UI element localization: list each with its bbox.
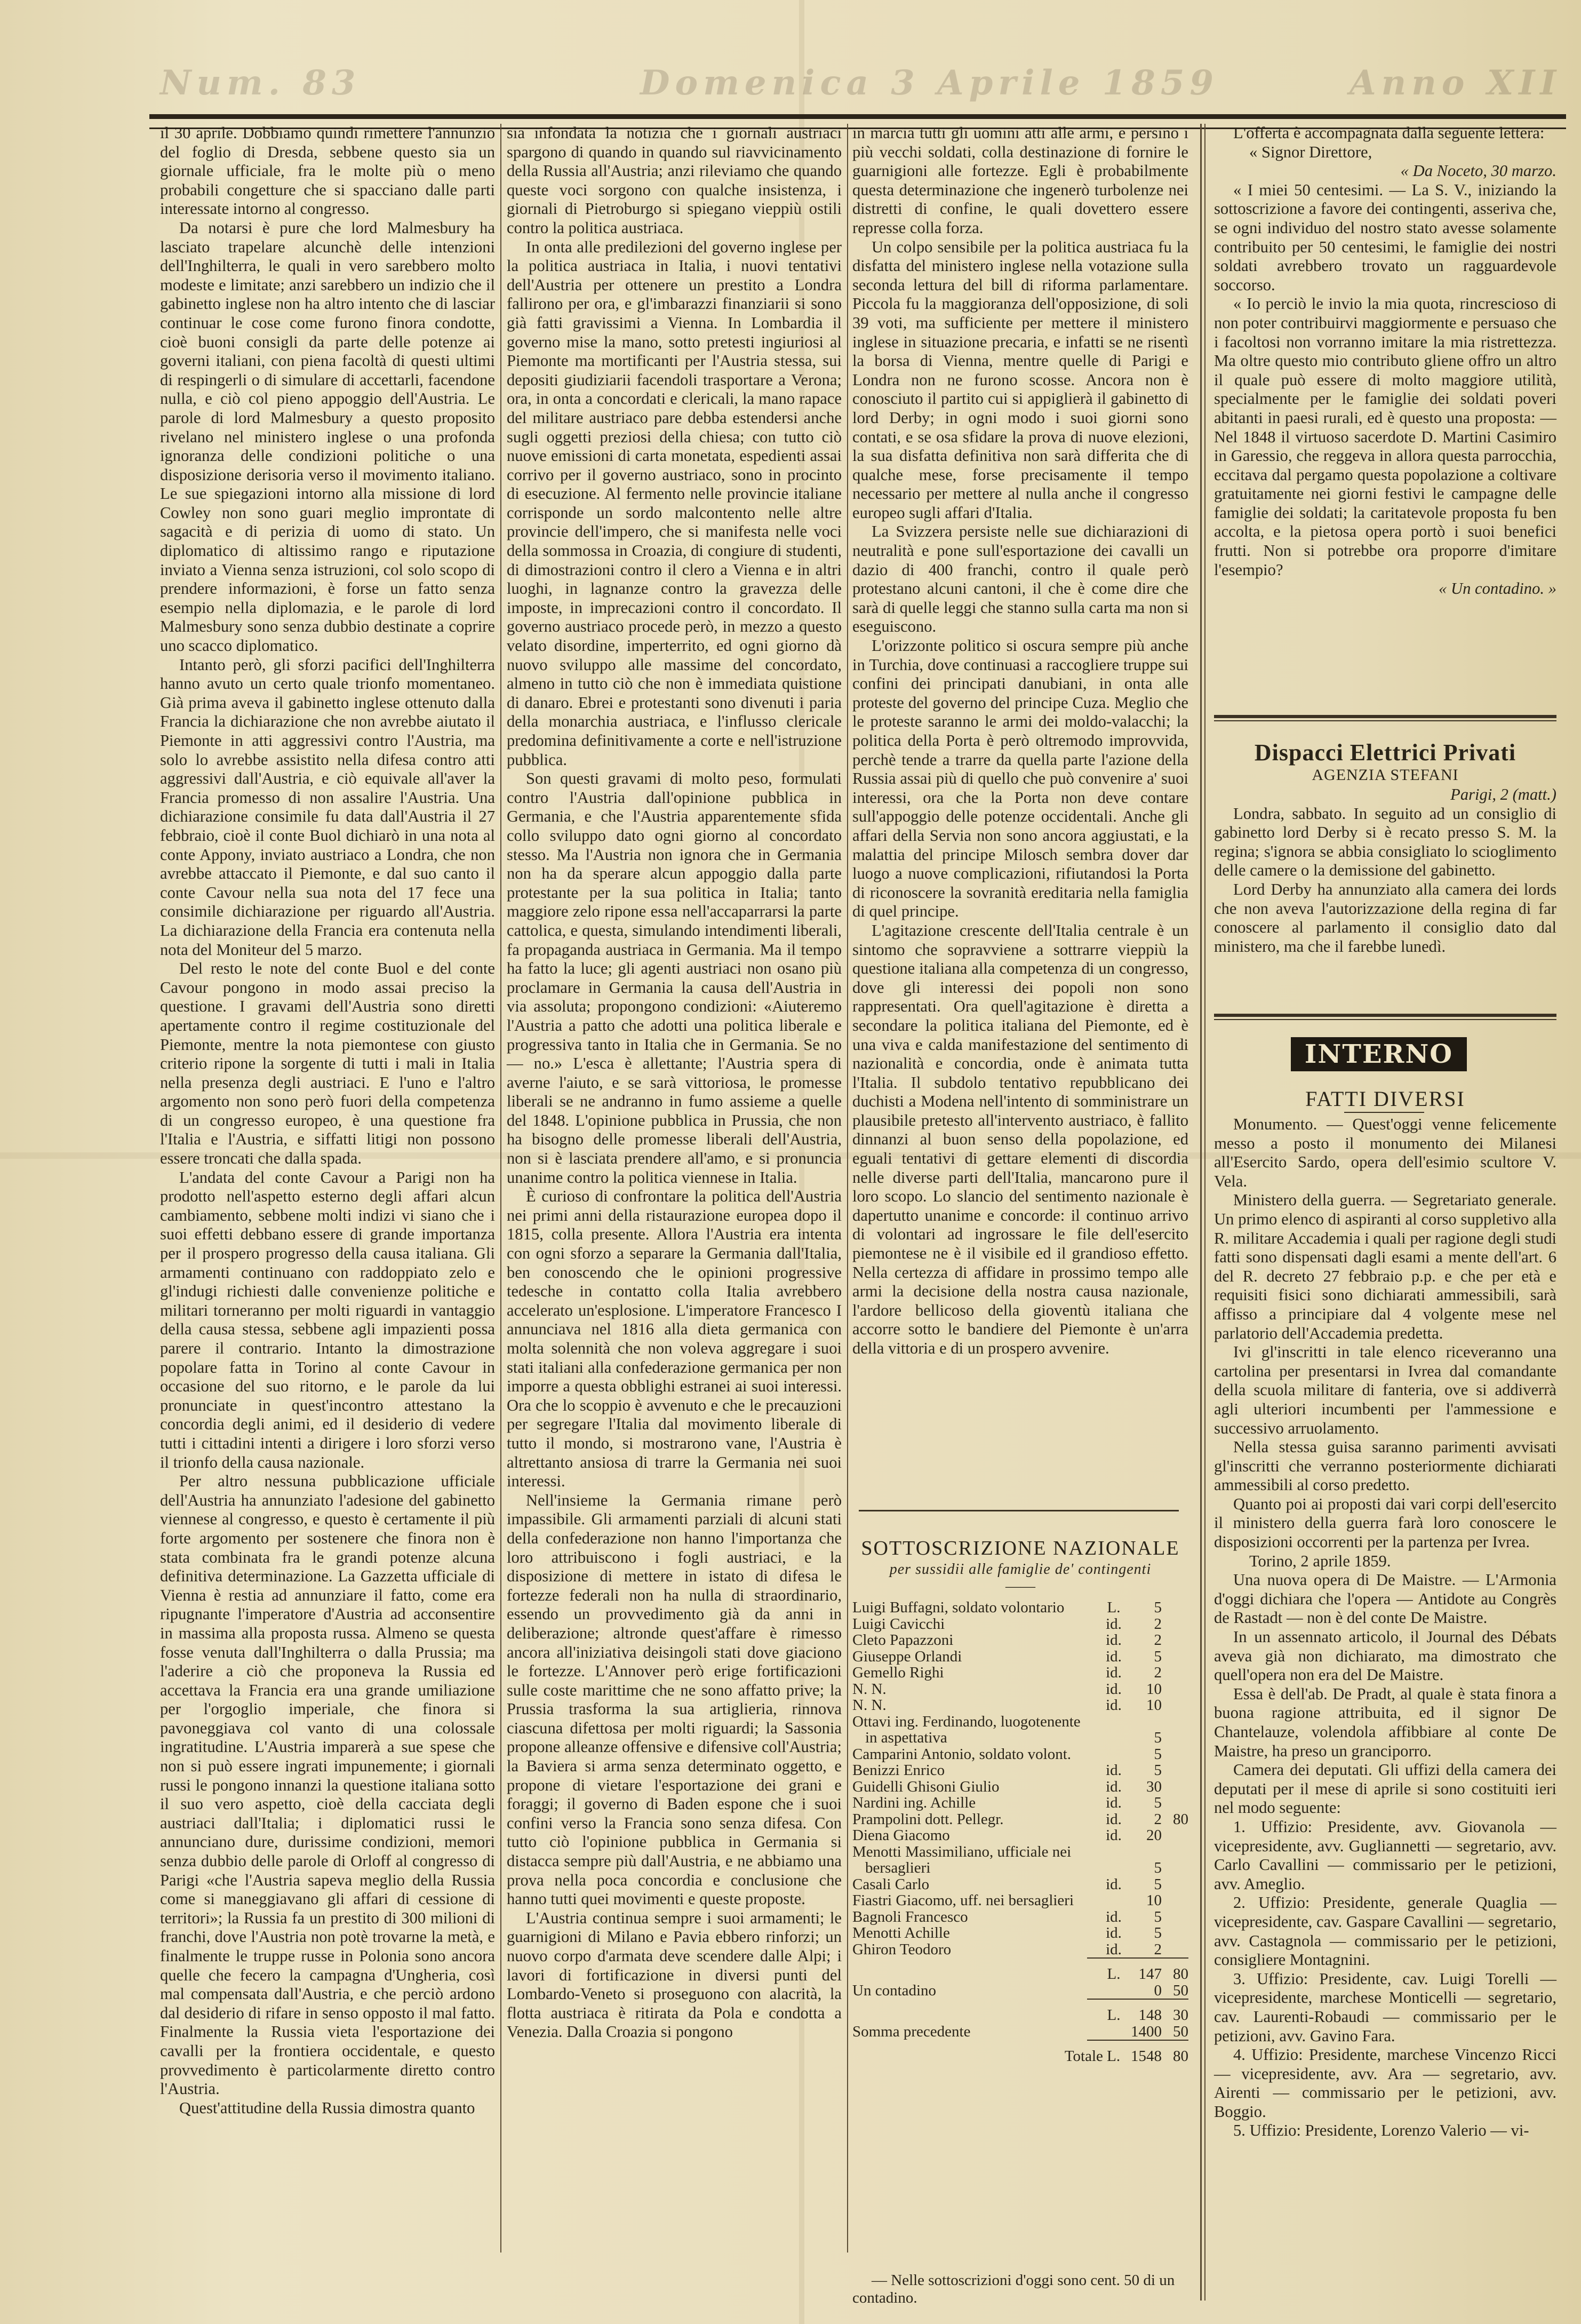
list-cell-c bbox=[1162, 1714, 1188, 1730]
list-cell-a: 1400 bbox=[1131, 2023, 1162, 2040]
list-cell-l: id. bbox=[1106, 1615, 1122, 1633]
list-cell-l bbox=[1103, 1892, 1124, 1909]
list-cell-l bbox=[1103, 2024, 1124, 2040]
list-cell-l: L. bbox=[1107, 1965, 1121, 1983]
column-3 bbox=[852, 124, 1188, 1490]
list-cell-a: 5 bbox=[1154, 1924, 1162, 1941]
subscription-list bbox=[852, 1599, 1188, 2065]
list-cell-l: L. bbox=[1107, 2007, 1121, 2024]
list-item bbox=[852, 1697, 1188, 1714]
masthead-number: Num. 83 bbox=[160, 63, 361, 103]
list-cell-nm: Benizzi Enrico bbox=[852, 1762, 945, 1779]
list-cell-a: 2 bbox=[1154, 1940, 1162, 1958]
list-cell-a: 0 bbox=[1154, 1981, 1162, 1999]
section-rule bbox=[1214, 1019, 1556, 1020]
list-cell-l: id. bbox=[1106, 1940, 1122, 1958]
list-item bbox=[852, 1665, 1188, 1681]
paragraph: Quest'attitudine della Russia dimostra quanto bbox=[179, 2098, 475, 2117]
list-cell-a: 5 bbox=[1154, 1599, 1162, 1616]
paragraph: sia infondata la notizia che i giornali austriaci spargono di quando in quando sul riavvicinamento della Russia all'Austria; anzi rileviamo che quando queste voci sorgono con qualche insistenza, i giornali di Pietroburgo si spiegano vieppiù ostili contro la politica austriaca. bbox=[507, 124, 842, 237]
list-cell-c bbox=[1162, 1616, 1188, 1633]
list-cell-a: 5 bbox=[1154, 1762, 1162, 1779]
list-cell-c bbox=[1162, 1665, 1188, 1681]
grand-total-row bbox=[852, 2048, 1188, 2065]
list-item bbox=[852, 1811, 1188, 1828]
dateline: « Da Noceto, 30 marzo. bbox=[1400, 162, 1556, 180]
list-item bbox=[852, 1746, 1188, 1763]
paragraph: L'Austria continua sempre i suoi armamenti; le guarnigioni di Milano e Pavia ebbero rinforzi; un nuovo corpo d'armata deve scendere dalle Alpi; i lavori di fortificazione in diversi punti del Lombardo-Veneto si proseguono con alacrità, la flotta austriaca è ritirata da Pola e condotta a Venezia. Dalla Croazia si pongono bbox=[507, 1908, 842, 2041]
list-cell-a: 5 bbox=[1154, 1859, 1162, 1876]
paragraph: Son questi gravami di molto peso, formulati contro l'Austria dall'opinione pubblica in Germania, e che l'Austria apparentemente sfida collo sviluppo dato ogni giorno al concordato stesso. Ma l'Austria non ignora che in Germania non ha da sperare alcun appoggio dalla parte protestante per la sua politica in Italia; tanto maggiore zelo ripone essa nell'accaparrarsi la parte cattolica, e questa, simulando intendimenti liberali, fa propaganda austriaca in Germania. Ma il tempo ha fatto la luce; gli agenti austriaci non osano più proclamare in Germania la causa dell'Austria in via assoluta; propongono condizioni: «Aiuteremo l'Austria a patto che adotti una politica liberale e progressiva tanto in Italia che in Germania. Se no — no.» L'esca è allettante; l'Austria spera di averne l'aiuto, e se sarà vittoriosa, le promesse liberali se ne andranno in fumo assieme a quelle del 1848. L'opinione pubblica in Prussia, che non ha bisogno delle promesse liberali dell'Austria, non si è lasciata prendere all'amo, e si pronuncia unanime contro la politica viennese in Italia. bbox=[507, 769, 842, 1187]
list-cell-l: id. bbox=[1106, 1648, 1122, 1665]
list-cell-nm: Giuseppe Orlandi bbox=[852, 1648, 962, 1665]
list-item bbox=[852, 1649, 1188, 1665]
list-cell-l: id. bbox=[1106, 1810, 1122, 1828]
list-cell-c: 50 bbox=[1173, 2023, 1188, 2040]
list-cell-nm: Casali Carlo bbox=[852, 1875, 930, 1893]
list-cell-c bbox=[1162, 1844, 1188, 1860]
paragraph: Ivi gl'inscritti in tale elenco riceveranno una cartolina per presentarsi in Ivrea dal comandante della scuola militare di fanteria, ove si addiverrà agli ulteriori incumbenti per l'ammessione e successivo arruolamento. bbox=[1214, 1343, 1556, 1437]
paragraph: L'orizzonte politico si oscura sempre più anche in Turchia, dove continuasi a raccogliere truppe sui confini dei principati danubiani, in onta alle proteste del governo del principe Cuza. Meglio che le proteste saranno le armi dei moldo-valacchi; la politica della Porta è però oltremodo improvvida, perchè tende a trarre da quella parte l'azione della Russia assai più di quello che può convenire a' suoi interessi, ora che la Porta non deve contare sull'appoggio delle potenze occidentali. Anche gli affari della Servia non sono ancora aggiustati, e la malattia del principe Milosch sembra dover dar luogo a nuove complicazioni, rifiutandosi la Porta di riconoscere la sovranità ereditaria nella famiglia di quel principe. bbox=[852, 636, 1188, 921]
list-item bbox=[852, 1779, 1188, 1795]
masthead-bleedthrough bbox=[160, 63, 1562, 103]
section-rule bbox=[1214, 715, 1556, 718]
list-cell-a: 20 bbox=[1146, 1827, 1162, 1844]
paragraph: È curioso di confrontare la politica dell'Austria nei primi anni della ristaurazione europea dopo il 1815, colla presente. Allora l'Austria era intenta con ogni sforzo a separare la Germania dall'Italia, ben conoscendo che le opinioni progressive tedesche in contatto colla Italia avrebbero accelerato un'esplosione. L'imperatore Francesco I annunciava nel 1816 alla dieta germanica con molta solennità che non voleva aggregare i suoi stati italiani alla confederazione germanica per non imporre a questa obblighi estranei ai suoi interessi. Ora che lo scoppio è avvenuto e che le precauzioni per segregare l'Italia dal movimento liberale di tutto il mondo, si mostrarono vane, l'Austria è altrettanto ansiosa di trarre la Germania nei suoi interessi. bbox=[507, 1187, 842, 1491]
list-cell-a: 10 bbox=[1146, 1680, 1162, 1698]
column-rule-1 bbox=[500, 124, 501, 2253]
list-cell-c: 80 bbox=[1173, 1810, 1188, 1828]
paragraph: 4. Uffizio: Presidente, marchese Vincenzo Ricci — vicepresidente, avv. Ara — segretario, avv. Airenti — commissario per le petizioni, avv. Boggio. bbox=[1214, 2046, 1556, 2121]
paragraph: Quanto poi ai proposti dai vari corpi dell'esercito il ministero della guerra farà loro conoscere le disposizioni occorrenti per la partenza per Ivrea. bbox=[1214, 1494, 1556, 1551]
note-text: — Nelle sottoscrizioni d'oggi sono cent. 50 di un contadino. bbox=[852, 2272, 1175, 2306]
list-cell-c: 80 bbox=[1173, 2048, 1188, 2065]
list-cell-l: id. bbox=[1106, 1631, 1122, 1649]
list-cell-l: id. bbox=[1106, 1875, 1122, 1893]
list-cell-c bbox=[1162, 1762, 1188, 1779]
list-cell-c bbox=[1162, 1746, 1188, 1763]
list-cell-l bbox=[1103, 1714, 1124, 1730]
list-cell-nm: Ghiron Teodoro bbox=[852, 1940, 952, 1958]
list-cell-nm bbox=[852, 2048, 1060, 2065]
list-cell-l: id. bbox=[1106, 1697, 1122, 1714]
list-cell-a: 30 bbox=[1146, 1778, 1162, 1795]
masthead-year: Anno XII bbox=[1350, 63, 1562, 103]
list-cell-a: 148 bbox=[1138, 2007, 1162, 2024]
list-cell-nm: Luigi Buffagni, soldato volontario bbox=[852, 1599, 1065, 1616]
list-cell-c bbox=[1162, 1892, 1188, 1909]
list-cell-a bbox=[1124, 1844, 1162, 1860]
list-cell-c: 30 bbox=[1173, 2007, 1188, 2024]
list-cell-nm: Bagnoli Francesco bbox=[852, 1908, 968, 1925]
list-cell-a: 2 bbox=[1154, 1810, 1162, 1828]
list-cell-a: 5 bbox=[1154, 1908, 1162, 1925]
subscription-note bbox=[852, 2272, 1188, 2307]
section-rule bbox=[859, 1510, 1179, 1511]
list-cell-a: 5 bbox=[1154, 1648, 1162, 1665]
list-item bbox=[852, 1795, 1188, 1811]
list-item bbox=[852, 1827, 1188, 1844]
list-cell-l bbox=[1103, 1844, 1124, 1860]
list-cell-nm: in aspettativa bbox=[865, 1729, 947, 1746]
list-cell-nm: Ottavi ing. Ferdinando, luogotenente bbox=[852, 1713, 1081, 1730]
paragraph: Lord Derby ha annunziato alla camera dei lords che non aveva l'autorizzazione della regina di far conoscere al parlamento il consiglio dato dal ministero, ma che il farebbe lunedì. bbox=[1214, 880, 1556, 956]
list-cell-nm: Nardini ing. Achille bbox=[852, 1794, 976, 1811]
sottoscrizione-title: SOTTOSCRIZIONE NAZIONALE bbox=[861, 1537, 1180, 1559]
list-cell-c bbox=[1162, 1909, 1188, 1925]
list-cell-l: id. bbox=[1106, 1908, 1122, 1925]
list-cell-c bbox=[1162, 1941, 1188, 1958]
list-cell-c bbox=[1162, 1632, 1188, 1649]
sum-rule bbox=[1087, 1957, 1188, 1966]
list-cell-nm: Un contadino bbox=[852, 1981, 937, 1999]
list-cell-a: 5 bbox=[1154, 1794, 1162, 1811]
sottoscrizione-dash: —— bbox=[1005, 1578, 1035, 1595]
paragraph: Londra, sabbato. In seguito ad un consiglio di gabinetto lord Derby si è recato presso S. M. la regina; s'ignora se abbia consigliato lo scioglimento delle camere o la demissione del gabinetto. bbox=[1214, 804, 1556, 880]
list-cell-a: 147 bbox=[1138, 1965, 1162, 1983]
list-item bbox=[852, 1616, 1188, 1633]
list-cell-nm: Somma precedente bbox=[852, 2023, 971, 2040]
list-cell-l: id. bbox=[1106, 1762, 1122, 1779]
list-item bbox=[852, 1925, 1188, 1941]
list-cell-nm: Guidelli Ghisoni Giulio bbox=[852, 1778, 1000, 1795]
masthead-date: Domenica 3 Aprile 1859 bbox=[640, 63, 1219, 103]
list-item bbox=[852, 1860, 1188, 1876]
list-cell-nm: N. N. bbox=[852, 1680, 887, 1698]
list-cell-l: id. bbox=[1106, 1794, 1122, 1811]
list-cell-c bbox=[1162, 1925, 1188, 1941]
paragraph: Da notarsi è pure che lord Malmesbury ha lasciato trapelare alcunchè delle intenzioni dell'Inghilterra, le quali in vero sarebbero molto modeste e limitate; anzi sarebbero un indizio che il gabinetto inglese non ha altro intento che di lasciar continuar le cose come furono finora condotte, cioè buoni consigli da parte delle potenze ai governi italiani, con piena facoltà di questi ultimi di respingerli o di simulare di accettarli, facendone nulla, e ciò col pieno appoggio dell'Austria. Le parole di lord Malmesbury a questo proposito rivelano nel ministero inglese o una profonda ignoranza delle condizioni politiche o una disposizione derisoria verso il movimento italiano. Le sue spiegazioni intorno alla missione di lord Cowley non sono guari meglio improntate di sagacità e di perizia di uomo di stato. Un diplomatico di altissimo rango e riputazione inviato a Vienna senza istruzioni, col solo scopo di prendere informazioni, è forse un fatto senza esempio nella diplomazia, e le parole di lord Malmesbury sono senza dubbio destinate a coprire uno scacco diplomatico. bbox=[160, 218, 495, 655]
list-cell-a: 10 bbox=[1146, 1697, 1162, 1714]
list-cell-l: Totale L. bbox=[1064, 2048, 1121, 2065]
list-cell-nm bbox=[852, 1966, 1103, 1983]
paragraph: Intanto però, gli sforzi pacifici dell'Inghilterra hanno avuto un certo quale trionfo momentaneo. Già prima aveva il gabinetto inglese ottenuto dalla Francia la dichiarazione che non avrebbe aiutato il Piemonte in atti aggressivi contro l'Austria, ma solo lo avrebbe assistito nella difesa contro atti aggressivi dall'Austria, e ciò equivale all'aver la Francia promesso di non assalire l'Austria. Una dichiarazione consimile fu data dall'Austria il 27 febbraio, cioè il conte Buol dichiarò in una nota al conte Appony, inviato austriaco a Londra, che non avrebbe attaccato il Piemonte, e dal suo canto il conte Cavour nella sua nota del 17 fece una consimile dichiarazione per riguardo all'Austria. La dichiarazione della Francia era contenuta nella nota del Moniteur del 5 marzo. bbox=[160, 655, 495, 959]
list-item bbox=[852, 1892, 1188, 1909]
section-rule bbox=[1214, 720, 1556, 721]
list-item bbox=[852, 1909, 1188, 1925]
list-cell-l bbox=[1103, 1730, 1124, 1746]
list-cell-c bbox=[1162, 1730, 1188, 1746]
section-rule bbox=[1214, 1014, 1556, 1017]
list-cell-nm: Menotti Massimiliano, ufficiale nei bbox=[852, 1843, 1072, 1860]
sum-rule bbox=[1087, 2040, 1188, 2048]
list-cell-nm: Diena Giacomo bbox=[852, 1827, 950, 1844]
paragraph: In un assennato articolo, il Journal des Débats aveva già non dichiarato, ma dimostrato che quell'opera non era del De Maistre. bbox=[1214, 1628, 1556, 1684]
paragraph: Essa è dell'ab. De Pradt, al quale è stata finora a buona ragione attribuita, ed il signor De Chantelauze, volendola affibbiare al conte De Maistre, ha preso un granciporro. bbox=[1214, 1684, 1556, 1760]
fatti-diversi-heading: FATTI DIVERSI bbox=[1305, 1087, 1465, 1111]
paragraph: 1. Uffizio: Presidente, avv. Giovanola — vicepresidente, avv. Gugliannetti — segretario, avv. Carlo Cavallini — commissario per le petizioni, avv. Ameglio. bbox=[1214, 1817, 1556, 1893]
paragraph: il 30 aprile. Dobbiamo quindi rimettere l'annunzio del foglio di Dresda, sebbene questo sia un giornale ufficiale, fra le molte più o meno probabili congetture che si spacciano dalle parti interessate intorno al congresso. bbox=[160, 124, 495, 218]
paragraph: Ministero della guerra. — Segretariato generale. Un primo elenco di aspiranti al corso suppletivo alla R. militare Accademia i quali per ragione degli studi fatti sono dispensati dagli esami a mente dell'art. 6 del R. decreto 27 febbraio p.p. e che per età e requisiti fisici sono dichiarati ammessibili, sarà affisso a principiare dal 4 volgente mese nel parlatorio dell'Accademia predetta. bbox=[1214, 1191, 1556, 1342]
list-cell-c: 80 bbox=[1173, 1965, 1188, 1983]
list-cell-a: 1548 bbox=[1131, 2048, 1162, 2065]
dateline: Parigi, 2 (matt.) bbox=[1450, 785, 1556, 803]
column-4-letter bbox=[1214, 124, 1556, 598]
column-4-interno bbox=[1214, 1115, 1556, 2310]
paragraph: L'agitazione crescente dell'Italia centrale è un sintomo che sopravviene a sottrarre vieppiù la questione italiana alla competenza di un congresso, dove gli interessi dei popoli non sono rappresentati. Ora quell'agitazione è diretta a secondare la politica italiana del Piemonte, ed è una viva e calda manifestazione del sentimento di nazionalità e concordia, onde è animata tutta l'Italia. Il subdolo tentativo repubblicano dei duchisti a Modena nell'intento di somministrare un plausibile pretesto all'intervento austriaco, è fallito dinnanzi al buon senso della popolazione, ed eguali tentativi di gettare elementi di discordia nelle diverse parti dell'Italia, mancarono pure il loro scopo. Lo slancio del sentimento nazionale è dapertutto unanime e concorde: il continuo arrivo di volontari ad ingrossare le file dell'esercito piemontese ne è il visibile ed il grandioso effetto. Nella certezza di affidare in prossimo tempo alle armi la decisione della nostra causa nazionale, l'ardore bellicoso della gioventù italiana che accorre sotto le bandiere del Piemonte è un'arra della vittoria e di un prospero avvenire. bbox=[852, 921, 1188, 1357]
paragraph: « Io perciò le invio la mia quota, rincrescioso di non poter contribuirvi maggiormente e persuaso che i facoltosi non vorranno imitare la mia ristrettezza. Ma oltre questo mio contributo gliene offro un altro il quale può essere di molto maggiore utilità, specialmente per le famiglie dei soldati poveri abitanti in paesi rurali, ed è questo una proposta: — Nel 1848 il virtuoso sacerdote D. Martini Casimiro in Garessio, che reggeva in allora questa parrocchia, eccitava dal pergamo questa popolazione a coltivare gratuitamente nei giorni festivi le campagne delle famiglie dei soldati; la caritatevole proposta fu ben accolta, e la pietosa opera portò i suoi benefici frutti. Non si potrebbe ora proporre d'imitare l'esempio? bbox=[1214, 295, 1556, 579]
list-cell-l: id. bbox=[1106, 1680, 1122, 1698]
list-cell-a: 2 bbox=[1154, 1664, 1162, 1681]
previous-sum-row bbox=[852, 2024, 1188, 2040]
list-cell-l: id. bbox=[1106, 1664, 1122, 1681]
subtotal-row bbox=[852, 1966, 1188, 1983]
sottoscrizione-subtitle: per sussidii alle famiglie de' contingenti bbox=[889, 1561, 1152, 1578]
list-cell-nm: N. N. bbox=[852, 1697, 887, 1714]
paragraph: « I miei 50 centesimi. — La S. V., iniziando la sottoscrizione a favore dei contingenti, asseriva che, se ogni individuo del nostro stato avesse solamente contribuito per 50 centesimi, le famiglie dei nostri soldati avrebbero trovato un ragguardevole soccorso. bbox=[1214, 180, 1556, 294]
list-item bbox=[852, 1632, 1188, 1649]
list-cell-c bbox=[1162, 1779, 1188, 1795]
paragraph: Torino, 2 aprile 1859. bbox=[1249, 1551, 1391, 1570]
list-cell-c bbox=[1162, 1599, 1188, 1616]
dispacci-body bbox=[1214, 785, 1556, 956]
paragraph: In onta alle predilezioni del governo inglese per la politica austriaca in Italia, i nuovi tentativi dell'Austria per ottenere un prestito a Londra fallirono per ora, e gl'imbarazzi finanziarii si sono già fatti gravissimi a Vienna. In Lombardia il governo mise la mano, sotto pretesti ingiuriosi al Piemonte ma mortificanti per l'Austria stessa, sui depositi giudiziarii facendoli trasportare a Verona; ora, in onta a concordati e clericali, la mano rapace del militare austriaco pare debba estendersi anche sugli oggetti preziosi della chiesa; con tutto ciò nuove emissioni di carta monetata, espedienti assai corrivo per il governo austriaco, sono in procinto di esecuzione. Al fermento nelle provincie italiane corrisponde un sordo malcontento nelle altre provincie dell'impero, che si manifesta nelle voci della sommossa in Croazia, di congiure di studenti, di dimostrazioni contro il clero a Vienna e in altri luoghi, in lagnanze contro la gravezza delle imposte, in imprecazioni contro il concordato. Il governo austriaco procede però, in mezzo a questo velato disordine, imperterrito, ed ogni giorno dà nuovo sviluppo alle massime del concordato, almeno in tutto ciò che non è immediata quistione di danaro. Ebrei e protestanti sono divenuti i paria della monarchia austriaca, e l'influsso clericale predomina definitivamente a corte e nell'istruzione pubblica. bbox=[507, 237, 842, 769]
paragraph: Una nuova opera di De Maistre. — L'Armonia d'oggi dichiara che l'opera — Antidote au Congrès de Rastadt — non è del conte De Maistre. bbox=[1214, 1571, 1556, 1627]
paragraph: L'andata del conte Cavour a Parigi non ha prodotto nell'aspetto esterno degli affari alcun cambiamento, sebbene molti indizi vi siano che i suoi effetti debbano essere di grande importanza per il prospero progresso della causa italiana. Gli armamenti continuano con raddoppiato zelo e gl'indugi richiesti dalle convenienze politiche e militari torneranno per molti riguardi in vantaggio della causa stessa, sebbene agli impazienti possa parere il contrario. Intanto la dimostrazione popolare fatta in Torino al conte Cavour in occasione del suo ritorno, e le parole da lui pronunciate in quest'incontro attestano la concordia degli animi, ed il desiderio di vedere tutti i cittadini intenti a dirigere i loro sforzi verso il trionfo della causa nazionale. bbox=[160, 1168, 495, 1471]
list-cell-l: id. bbox=[1106, 1827, 1122, 1844]
paragraph: Nella stessa guisa saranno parimenti avvisati gl'inscritti che verranno posteriormente dichiarati ammessibili al corso predetto. bbox=[1214, 1438, 1556, 1494]
paragraph: L'offerta è accompagnata dalla seguente lettera: bbox=[1233, 124, 1545, 142]
list-item bbox=[852, 1714, 1188, 1730]
list-item bbox=[852, 1983, 1188, 1999]
list-item bbox=[852, 1730, 1188, 1746]
column-2 bbox=[507, 124, 842, 2253]
list-cell-a: 2 bbox=[1154, 1631, 1162, 1649]
paragraph: « Signor Direttore, bbox=[1249, 142, 1372, 161]
list-cell-a: 5 bbox=[1154, 1875, 1162, 1893]
list-cell-l bbox=[1103, 1860, 1124, 1876]
list-item bbox=[852, 1876, 1188, 1893]
column-rule-2 bbox=[847, 124, 848, 2253]
list-cell-l bbox=[1103, 1746, 1124, 1763]
paragraph: Un colpo sensibile per la politica austriaca fu la disfatta del ministero inglese nella votazione sulla seconda lettura del bill di riforma parlamentare. Piccola fu la maggioranza dell'opposizione, di soli 39 voti, ma sufficiente per mettere il ministero inglese in situazione precaria, e infatti se ne risentì la borsa di Vienna, mentre quelle di Parigi e Londra non ne furono scosse. Ancora non è conosciuto il partito cui si appiglierà il gabinetto di lord Derby; in ogni modo i suoi giorni sono contati, e se osa sfidare la prova di nuove elezioni, la sua disfatta definitiva non sarà differita che di qualche mese, forse precisamente il tempo necessario per mettere al nulla anche il congresso europeo sugli affari d'Italia. bbox=[852, 237, 1188, 522]
list-cell-nm: Cleto Papazzoni bbox=[852, 1631, 954, 1649]
column-rule-3b bbox=[1204, 124, 1205, 2301]
list-cell-nm bbox=[852, 2007, 1103, 2024]
sum-rule bbox=[1087, 1999, 1188, 2007]
paragraph: 2. Uffizio: Presidente, generale Quaglia — vicepresidente, cav. Gaspare Cavallini — segretario, avv. Castagnola — commissario per le petizioni, consigliere Montagnini. bbox=[1214, 1893, 1556, 1969]
list-cell-c bbox=[1162, 1827, 1188, 1844]
list-item bbox=[852, 1681, 1188, 1698]
list-cell-nm: Camparini Antonio, soldato volont. bbox=[852, 1745, 1072, 1763]
paragraph: Camera dei deputati. Gli uffizi della camera dei deputati per il mese di aprile si sono costituiti ieri nel modo seguente: bbox=[1214, 1761, 1556, 1817]
list-cell-nm: Gemello Righi bbox=[852, 1664, 944, 1681]
list-cell-a: 5 bbox=[1154, 1729, 1162, 1746]
list-cell-l: L. bbox=[1107, 1599, 1121, 1616]
list-item bbox=[852, 1941, 1188, 1958]
interno-banner: INTERNO bbox=[1291, 1037, 1467, 1071]
paragraph: 3. Uffizio: Presidente, cav. Luigi Torelli — vicepresidente, marchese Monticelli — segretario, cav. Laurenti-Robaudi — commissario per le petizioni, avv. Gavino Fara. bbox=[1214, 1969, 1556, 2045]
list-cell-a bbox=[1124, 1714, 1162, 1730]
section-rule bbox=[1344, 1112, 1424, 1113]
agency-name: AGENZIA STEFANI bbox=[1312, 766, 1459, 784]
list-cell-a: 10 bbox=[1146, 1892, 1162, 1909]
paragraph: La Svizzera persiste nelle sue dichiarazioni di neutralità e pone sull'esportazione dei cavalli un dazio di 400 franchi, contro il quale però protestano alcuni cantoni, il che è come dire che sarà di quelle leggi che stanno sulla carta ma non si eseguiscono. bbox=[852, 522, 1188, 636]
list-cell-c bbox=[1162, 1697, 1188, 1714]
list-cell-c bbox=[1162, 1860, 1188, 1876]
list-cell-l bbox=[1103, 1983, 1124, 1999]
list-item bbox=[852, 1599, 1188, 1616]
list-cell-c bbox=[1162, 1876, 1188, 1893]
paragraph: in marcia tutti gli uomini atti alle armi, e persino i più vecchi soldati, colla destinazione di fornire le guarnigioni alle fortezze. Egli è probabilmente questa determinazione che ingenerò turbolenze nei distretti di confine, le quali dovettero essere represse colla forza. bbox=[852, 124, 1188, 237]
list-item bbox=[852, 1844, 1188, 1860]
list-cell-c: 50 bbox=[1173, 1981, 1188, 1999]
list-cell-nm: bersaglieri bbox=[865, 1859, 931, 1876]
list-cell-l: id. bbox=[1106, 1778, 1122, 1795]
paragraph: Monumento. — Quest'oggi venne felicemente messo a posto il monumento dei Milanesi all'Esercito Sardo, opera dell'esimio scultore V. Vela. bbox=[1214, 1115, 1556, 1190]
list-cell-a: 5 bbox=[1154, 1745, 1162, 1763]
list-cell-c bbox=[1162, 1681, 1188, 1698]
list-cell-c bbox=[1162, 1795, 1188, 1811]
list-cell-l: id. bbox=[1106, 1924, 1122, 1941]
paragraph: Nell'insieme la Germania rimane però impassibile. Gli armamenti parziali di alcuni stati della confederazione non hanno l'importanza che loro attribuiscono i fogli austriaci, e la disposizione di mettere in istato di difesa le fortezze federali non ha nulla di straordinario, essendo un provvedimento già da anni in deliberazione; altronde quest'affare è rimesso ancora all'iniziativa deisingoli stati dove giaciono le fortezze. L'Annover però erige fortificazioni sulle coste marittime che ne sono affatto prive; la Prussia trasforma la sua artiglieria, rinnova ciascuna difettosa per molti riguardi; la Sassonia propone alleanze offensive e difensive coll'Austria; la Baviera si arma senza determinato oggetto, e propone di vietare l'esportazione dei grani e foraggi; il governo di Baden espone che i suoi confini verso la Francia sono senza difesa. Con tutto ciò l'opinione pubblica in Germania si distacca sempre più dall'Austria, e ne abbiamo una prova nella poca concordia e conclusione che hanno tutti quei movimenti e queste proposte. bbox=[507, 1491, 842, 1908]
dispacci-title: Dispacci Elettrici Privati bbox=[1254, 739, 1516, 766]
paragraph: Del resto le note del conte Buol e del conte Cavour pongono in modo assai preciso la questione. I gravami dell'Austria sono diretti apertamente contro il regime costituzionale del Piemonte, mentre la nota piemontese con giusto criterio ripone la sorgente di tutti i mali in Italia nella presenza degli austriaci. E l'uno e l'altro argomento non sono però fuori della competenza di un congresso europeo, è una questione fra l'Italia e l'Austria, e siffatti litigi non possono essere troncati che dalla spada. bbox=[160, 959, 495, 1168]
signature: « Un contadino. » bbox=[1439, 579, 1556, 598]
list-cell-nm: Luigi Cavicchi bbox=[852, 1615, 945, 1633]
list-cell-nm: Fiastri Giacomo, uff. nei bersaglieri bbox=[852, 1892, 1074, 1909]
paragraph: 5. Uffizio: Presidente, Lorenzo Valerio — vi- bbox=[1233, 2121, 1529, 2140]
list-cell-a: 2 bbox=[1154, 1615, 1162, 1633]
list-item bbox=[852, 1762, 1188, 1779]
paragraph: Per altro nessuna pubblicazione ufficiale dell'Austria ha annunziato l'adesione del gabinetto viennese al congresso, e questo è certamente il più forte argomento per sostenere che finora non è stata combinata fra le grandi potenze alcuna definitiva determinazione. La Gazzetta ufficiale di Vienna è restia ad annunziare il fatto, come era ripugnante l'imperatore d'Austria ad acconsentire in massima alla proposta russa. Almeno se questa fosse venuta dall'Inghilterra o dalla Prussia; ma l'aderire a ciò che proponeva la Russia ed accettava la Francia era una grande umiliazione per l'orgoglio imperiale, che finora si pavoneggiava col vanto di una colossale ingratitudine. L'Austria imparerà a sue spese che non si può essere ingrati impunemente; i giornali russi le pongono innanzi la questione italiana sotto il suo vero aspetto, cioè della cacciata degli austriaci dall'Italia; i diplomatici russi le annunciano dure, durissime condizioni, memori senza dubbio delle parole di Orloff al congresso di Parigi «che l'Austria sapeva meglio della Russia come si maneggiavano gli affari di cessione di territori»; la Russia fa un prestito di 300 milioni di franchi, dove l'Austria non potè trovarne la metà, e finalmente le truppe russe in Polonia sono ancora quelle che fecero la campagna d'Ungheria, così mal compensata dall'Austria, e che perciò ardono dal desiderio di rifare in senso opposto il mal fatto. Finalmente la Russia vieta l'esportazione dei cavalli per la frontiera occidentale, e questo provvedimento è particolarmente diretto contro l'Austria. bbox=[160, 1472, 495, 2098]
total-row bbox=[852, 2007, 1188, 2024]
list-cell-nm: Prampolini dott. Pellegr. bbox=[852, 1810, 1004, 1828]
list-cell-nm: Menotti Achille bbox=[852, 1924, 950, 1941]
list-cell-c bbox=[1162, 1649, 1188, 1665]
column-1 bbox=[160, 124, 495, 2253]
column-rule-3 bbox=[1200, 124, 1202, 2301]
